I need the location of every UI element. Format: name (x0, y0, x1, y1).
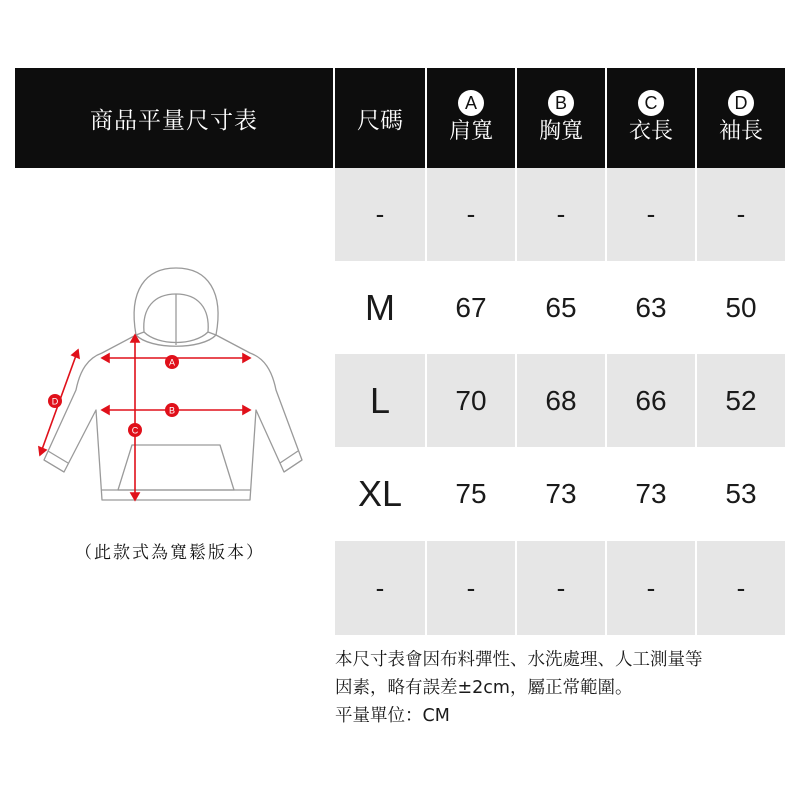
column-divider (605, 68, 607, 635)
page-title: 商品平量尺寸表 (90, 107, 258, 134)
value-cell: - (646, 572, 656, 603)
value-cell: 53 (725, 478, 757, 509)
table-row (335, 261, 785, 354)
size-cell: - (375, 199, 385, 229)
column-divider (425, 68, 427, 635)
table-row (335, 168, 785, 261)
column-label-sleeve: 袖長 (718, 119, 763, 144)
table-row (335, 354, 785, 447)
size-cell: - (375, 572, 385, 603)
size-cell: XL (357, 473, 403, 514)
table-row (335, 447, 785, 541)
marker-d-label: D (51, 396, 59, 407)
size-cell: M (365, 286, 395, 328)
column-divider (333, 68, 335, 635)
marker-a-badge: A (458, 90, 484, 116)
note-line: 本尺寸表會因布料彈性、水洗處理、人工測量等 (335, 650, 703, 670)
value-cell: - (736, 199, 746, 229)
marker-d-badge: D (728, 90, 754, 116)
marker-a-label: A (168, 357, 176, 368)
column-label-chest: 胸寬 (538, 119, 583, 144)
value-cell: 67 (455, 291, 487, 323)
value-cell: - (646, 199, 656, 229)
value-cell: - (736, 572, 746, 603)
column-label-shoulder: 肩寬 (448, 119, 493, 144)
value-cell: 65 (545, 291, 577, 323)
value-cell: - (466, 199, 476, 229)
marker-c-label: C (131, 425, 139, 436)
column-header-b (517, 68, 605, 168)
value-cell: 70 (455, 384, 487, 416)
marker-c-badge: C (638, 90, 664, 116)
value-cell: 52 (725, 384, 757, 416)
column-divider (515, 68, 517, 635)
value-cell: 50 (725, 291, 757, 323)
value-cell: - (556, 572, 566, 603)
note-line: 平量單位：CM (335, 706, 450, 726)
table-row (335, 541, 785, 635)
column-header-d (697, 68, 785, 168)
size-cell: L (369, 379, 391, 421)
marker-b-label: B (168, 405, 176, 416)
value-cell: - (466, 572, 476, 603)
fit-caption: （此款式為寬鬆版本） (75, 543, 265, 563)
value-cell: 73 (545, 478, 577, 509)
value-cell: 66 (635, 384, 667, 416)
column-header-a (427, 68, 515, 168)
value-cell: 75 (455, 478, 487, 509)
value-cell: - (556, 199, 566, 229)
size-column-header: 尺碼 (357, 107, 403, 134)
column-divider (695, 68, 697, 635)
column-header-c (607, 68, 695, 168)
column-label-length: 衣長 (628, 119, 673, 144)
hoodie-illustration (18, 250, 318, 520)
value-cell: 68 (545, 384, 577, 416)
value-cell: 63 (635, 291, 667, 323)
note-line: 因素，略有誤差±2cm，屬正常範圍。 (335, 678, 633, 698)
value-cell: 73 (635, 478, 667, 509)
size-notes (335, 646, 795, 730)
marker-b-badge: B (548, 90, 574, 116)
